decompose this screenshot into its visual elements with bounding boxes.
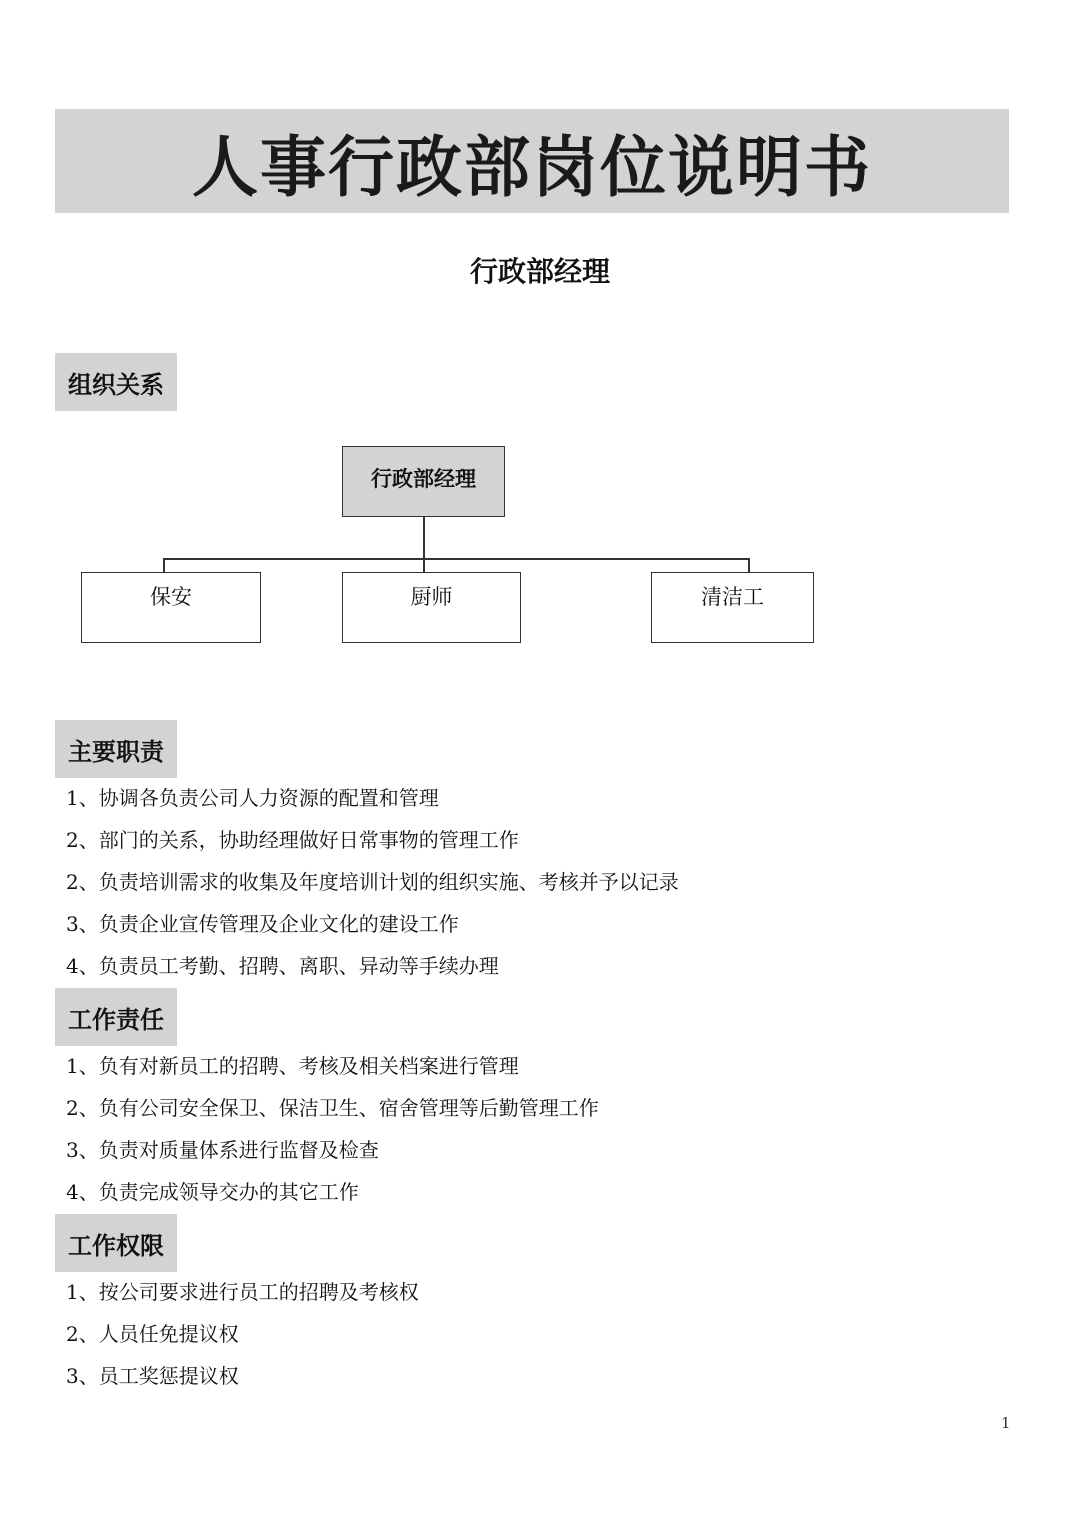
position-title: 行政部经理: [469, 255, 610, 288]
org-box-security: 保安: [81, 572, 261, 643]
responsibility-item: 3、负责对质量体系进行监督及检查: [66, 1138, 379, 1162]
page-number: 1: [1001, 1414, 1011, 1432]
duty-item: 2、部门的关系，协助经理做好日常事物的管理工作: [66, 828, 519, 852]
org-connector-left: [163, 558, 165, 573]
section-heading-responsibility: 工作责任: [55, 988, 177, 1046]
responsibility-item: 4、负责完成领导交办的其它工作: [66, 1180, 359, 1204]
section-heading-authority: 工作权限: [55, 1214, 177, 1272]
title-banner: [55, 109, 1009, 213]
authority-item: 1、按公司要求进行员工的招聘及考核权: [66, 1280, 419, 1304]
org-box-cleaner: 清洁工: [651, 572, 814, 643]
section-heading-duties: 主要职责: [55, 720, 177, 778]
authority-item: 3、员工奖惩提议权: [66, 1364, 239, 1388]
duty-item: 2、负责培训需求的收集及年度培训计划的组织实施、考核并予以记录: [66, 870, 679, 894]
org-connector-middle: [423, 558, 425, 573]
section-heading-org: 组织关系: [55, 353, 177, 411]
org-connector-vertical: [423, 517, 425, 559]
duty-item: 4、负责员工考勤、招聘、离职、异动等手续办理: [66, 954, 499, 978]
org-connector-right: [748, 558, 750, 573]
org-connector-horizontal: [163, 558, 749, 560]
duty-item: 1、协调各负责公司人力资源的配置和管理: [66, 786, 439, 810]
duty-item: 3、负责企业宣传管理及企业文化的建设工作: [66, 912, 459, 936]
org-box-chef: 厨师: [342, 572, 521, 643]
responsibility-item: 1、负有对新员工的招聘、考核及相关档案进行管理: [66, 1054, 519, 1078]
page-title: 人事行政部岗位说明书: [192, 128, 872, 206]
authority-item: 2、人员任免提议权: [66, 1322, 239, 1346]
org-box-manager: 行政部经理: [342, 446, 505, 517]
responsibility-item: 2、负有公司安全保卫、保洁卫生、宿舍管理等后勤管理工作: [66, 1096, 599, 1120]
